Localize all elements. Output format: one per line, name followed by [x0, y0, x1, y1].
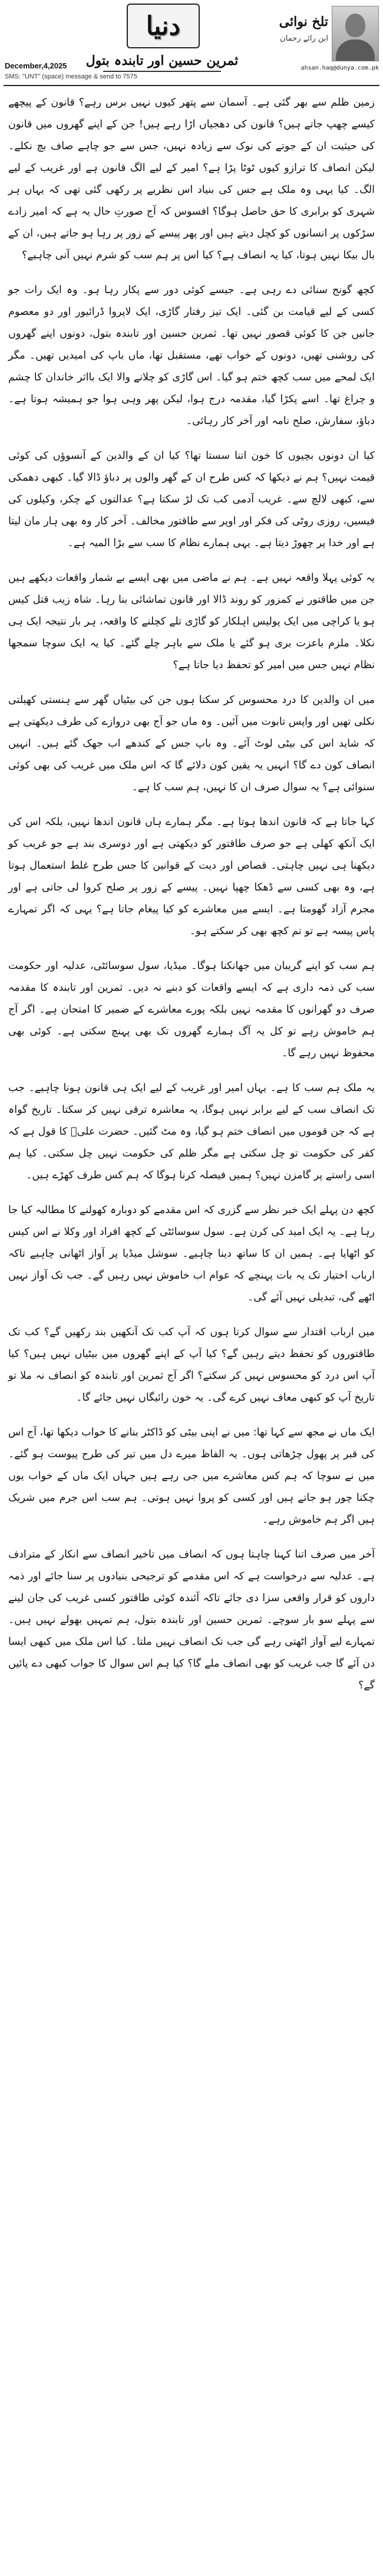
article-paragraph: ہم سب کو اپنے گریبان میں جھانکنا ہوگا۔ میڈیا، سول سوسائٹی، عدلیہ اور حکومت سب کی ذمہ داری ہے کہ ایسے واقعات کو دبنے نہ دیں۔ ثمرین اور تابندہ کا مقدمہ صرف دو گھرانوں کا مقدمہ نہیں بلکہ پورے معاشرے کے ضمیر کا امتحان ہے۔ اگر آج ہم خاموش رہے تو کل یہ آگ ہمارے گھروں تک بھی پہنچ سکتی ہے۔ کوئی بھی محفوظ نہیں رہے گا۔	[8, 960, 375, 1059]
article-body	[8, 92, 375, 1710]
author-photo	[332, 6, 379, 61]
article-paragraph: زمین ظلم سے بھر گئی ہے۔ آسمان سے پتھر کیوں نہیں برس رہے؟ قانون کے پیچھے کیسے چھپ جاتے ہیں؟ قانون کی دھجیاں اڑا رہے ہیں! جن کے اپنے گھروں میں قانون کی حیثیت ان کے جوتے کی نوک سے زیادہ نہیں، جس سے جو چاہے صاف بچ نکلے۔ لیکن انصاف کا ترازو کیوں ٹوٹا پڑا ہے؟ امیر کے لیے الگ قانون ہے اور غریب کے لیے الگ۔ کیا یہی وہ ملک ہے جس کی بنیاد اس نظریے پر رکھی گئی تھی کہ یہاں ہر شہری کو برابری کا حق حاصل ہوگا؟ افسوس کہ آج صورتِ حال یہ ہے کہ امیر زادے سڑکوں پر انسانوں کو کچل دیتے ہیں اور پھر پیسے کے زور پر رہا ہو جاتے ہیں، ان کے بال بیکا نہیں ہوتا، کیا یہ انصاف ہے؟ کیا اس پر ہم سب کو شرم نہیں آنی چاہیے؟	[8, 97, 375, 261]
author-email[interactable]: ahsan.haq@dunya.com.pk	[301, 65, 379, 71]
article-paragraph: یہ کوئی پہلا واقعہ نہیں ہے۔ ہم نے ماضی میں بھی ایسے بے شمار واقعات دیکھے ہیں جن میں طاقتور نے کمزور کو روند ڈالا اور قانون تماشائی بنا رہا۔ شاہ زیب قتل کیس ہو یا کراچی میں ایک پولیس اہلکار کو گاڑی تلے کچلنے کا واقعہ، ہر بار نتیجہ ایک ہی نکلا۔ ملزم باعزت بری ہو گئے یا ملک سے باہر چلے گئے۔ کیا یہ ایک سوچا سمجھا نظام نہیں جس میں امیر کو تحفظ دیا جاتا ہے؟	[8, 572, 375, 671]
article-paragraph: میں ارباب اقتدار سے سوال کرتا ہوں کہ آپ کب تک آنکھیں بند رکھیں گے؟ کب تک طاقتوروں کو تحفظ دیتے رہیں گے؟ کیا آپ کے اپنے گھروں میں بیٹیاں نہیں ہیں؟ کیا آپ اس درد کو محسوس نہیں کر سکتے؟ اگر آج ثمرین اور تابندہ کو انصاف نہ ملا تو تاریخ آپ کو کبھی معاف نہیں کرے گی۔ یہ خون رائیگاں نہیں جائے گا۔	[8, 1326, 375, 1404]
author-box	[276, 6, 379, 77]
newspaper-logo	[127, 4, 200, 48]
header-divider	[4, 85, 379, 86]
column-header	[0, 0, 383, 83]
article-paragraph: یہ ملک ہم سب کا ہے۔ یہاں امیر اور غریب کے لیے ایک ہی قانون ہونا چاہیے۔ جب تک انصاف سب کے لیے برابر نہیں ہوگا، یہ معاشرہ ترقی نہیں کر سکتا۔ تاریخ گواہ ہے کہ جن قوموں میں انصاف ختم ہو گیا، وہ مٹ گئیں۔ حضرت علیؓ کا قول ہے کہ کفر کی حکومت تو چل سکتی ہے مگر ظلم کی حکومت نہیں چل سکتی۔ کیا ہم اسی راستے پر گامزن نہیں؟ ہمیں فیصلہ کرنا ہوگا کہ ہم کس طرف کھڑے ہیں۔	[8, 1082, 375, 1181]
article-paragraph: میں ان والدین کا درد محسوس کر سکتا ہوں جن کی بیٹیاں گھر سے ہنستی کھیلتی نکلی تھیں اور واپس تابوت میں آئیں۔ وہ ماں جو آج بھی دروازے کی طرف دیکھتی ہے کہ شاید اس کی بیٹی لوٹ آئے۔ وہ باپ جس کے کندھے اب جھک گئے ہیں۔ انہیں انصاف کون دے گا؟ انہیں یہ یقین کون دلائے گا کہ اس ملک میں غریب کی بھی کوئی سنوائی ہے؟ یہ سوال صرف ان کا نہیں، ہم سب کا ہے۔	[8, 694, 375, 793]
author-photo-head	[345, 14, 365, 37]
article-paragraph: ایک ماں نے مجھ سے کہا تھا: میں نے اپنی بیٹی کو ڈاکٹر بنانے کا خواب دیکھا تھا، آج اس کی قبر پر پھول چڑھاتی ہوں۔ یہ الفاظ میرے دل میں تیر کی طرح پیوست ہو گئے۔ میں نے سوچا کہ ہم کس معاشرے میں جی رہے ہیں جہاں ایک ماں کے خواب یوں چکنا چور ہو جاتے ہیں اور کسی کو پروا نہیں ہوتی۔ ہم سب اس جرم میں شریک ہیں اگر ہم خاموش رہے۔	[8, 1427, 375, 1526]
author-photo-body	[336, 40, 375, 61]
column-label: تلخ نوائی	[279, 14, 328, 29]
sms-instruction: SMS: "UNT" (space) message & send to 7575	[5, 73, 137, 80]
article-title-block	[74, 53, 250, 72]
publish-date: December,4,2025	[5, 61, 67, 70]
article-paragraph: کہا جاتا ہے کہ قانون اندھا ہوتا ہے۔ مگر ہمارے ہاں قانون اندھا نہیں، بلکہ اس کی ایک آنکھ کھلی ہے جو صرف طاقتور کو دیکھتی ہے اور دوسری بند ہے جو غریب کو دیکھنا ہی نہیں چاہتی۔ قصاص اور دیت کے قوانین کا جس طرح غلط استعمال ہوتا ہے، وہ بھی کسی سے ڈھکا چھپا نہیں۔ پیسے کے زور پر صلح کروا لی جاتی ہے اور مجرم آزاد گھومتا ہے۔ ایسے میں معاشرے کو کیا پیغام جاتا ہے؟ یہی کہ اگر تمہارے پاس پیسہ ہے تو تم کچھ بھی کر سکتے ہو۔	[8, 816, 375, 937]
article-title: ثمرین حسین اور تابندہ بتول	[85, 53, 239, 68]
article-paragraph: کیا ان دونوں بچیوں کا خون اتنا سستا تھا؟ کیا ان کے والدین کے آنسوؤں کی کوئی قیمت نہیں؟ ہم نے دیکھا کہ کس طرح ان کے گھر والوں پر دباؤ ڈالا گیا۔ کبھی دھمکی سے، کبھی لالچ سے۔ غریب آدمی کب تک لڑ سکتا ہے؟ عدالتوں کے چکر، وکیلوں کی فیسیں، روزی روٹی کی فکر اور اوپر سے طاقتور مخالف۔ آخر کار وہ بھی ہار مان لیتا ہے اور خدا پر چھوڑ دیتا ہے۔ یہی ہمارے نظام کا سب سے بڑا المیہ ہے۔	[8, 450, 375, 549]
article-paragraph: کچھ گونج سنائی دے رہی ہے۔ جیسے کوئی دور سے پکار رہا ہو۔ وہ ایک رات جو کسی کے لیے قیامت بن گئی۔ ایک تیز رفتار گاڑی، ایک لاپروا ڈرائیور اور دو معصوم جانیں جن کا کوئی قصور نہیں تھا۔ ثمرین حسین اور تابندہ بتول، دونوں اپنے گھروں کی روشنی تھیں، دونوں کے خواب تھے، مستقبل تھا، ماں باپ کی امیدیں تھیں۔ مگر ایک لمحے میں سب کچھ ختم ہو گیا۔ اس گاڑی کو چلانے والا ایک بااثر خاندان کا چشم و چراغ تھا۔ اسے پکڑا گیا، مقدمہ درج ہوا، لیکن پھر وہی ہوا جو ہمیشہ ہوتا ہے۔ دباؤ، سفارش، صلح نامہ اور آخر کار رہائی۔	[8, 284, 375, 427]
title-underline	[103, 71, 221, 72]
article-paragraph: کچھ دن پہلے ایک خبر نظر سے گزری کہ اس مقدمے کو دوبارہ کھولنے کا مطالبہ کیا جا رہا ہے۔ یہ ایک امید کی کرن ہے۔ سول سوسائٹی کے کچھ افراد اور وکلا نے اس کیس کو اٹھایا ہے۔ ہمیں ان کا ساتھ دینا چاہیے۔ سوشل میڈیا پر آواز اٹھانی چاہیے تاکہ ارباب اختیار تک یہ بات پہنچے کہ عوام اب خاموش نہیں رہیں گے۔ جب تک آواز نہیں اٹھے گی، تبدیلی نہیں آئے گی۔	[8, 1204, 375, 1303]
article-paragraph: آخر میں صرف اتنا کہنا چاہتا ہوں کہ انصاف میں تاخیر انصاف سے انکار کے مترادف ہے۔ عدلیہ سے درخواست ہے کہ اس مقدمے کو ترجیحی بنیادوں پر سنا جائے اور ذمہ داروں کو قرار واقعی سزا دی جائے تاکہ آئندہ کوئی طاقتور کسی غریب کی جان لینے سے پہلے سو بار سوچے۔ ثمرین حسین اور تابندہ بتول، ہم تمہیں بھولے نہیں ہیں۔ تمہارے لیے آواز اٹھتی رہے گی جب تک انصاف نہیں ملتا۔ کیا اس ملک میں کبھی ایسا دن آئے گا جب غریب کو بھی انصاف ملے گا؟ کیا ہم اس سوال کا جواب کبھی دے پائیں گے؟	[8, 1549, 375, 1691]
logo-text: دنیا	[146, 11, 181, 41]
author-name: ابن رائے رحمان	[280, 34, 328, 43]
